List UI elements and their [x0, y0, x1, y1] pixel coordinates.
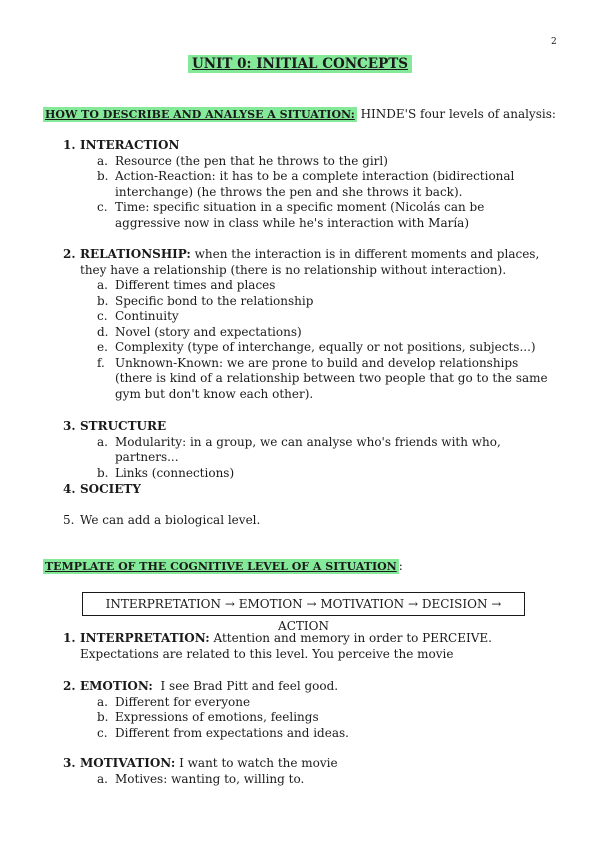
list-item-label: INTERACTION [80, 138, 180, 152]
sub-item: f. Unknown-Known: we are prone to build and develop relationships (there is kind of a relationship between two people that go to the same gym but don't know each other). [97, 355, 548, 401]
list-item-interpretation [63, 631, 553, 662]
list-item-emotion [63, 679, 553, 741]
list-item-main [63, 756, 553, 772]
list-number: 4. [63, 482, 76, 496]
list-item-text: I see Brad Pitt and feel good. [152, 679, 339, 693]
section-heading-highlight: HOW TO DESCRIBE AND ANALYSE A SITUATION: [45, 108, 355, 121]
sub-item: b. Links (connections) [97, 465, 235, 480]
list-number: 1. [63, 138, 76, 152]
list-item-main [63, 631, 553, 662]
list-item-label: SOCIETY [80, 482, 141, 496]
list-item-text: Attention and memory in order to PERCEIVE. Expectations are related to this level. You perceive the movie [80, 631, 492, 661]
sub-item: b. Expressions of emotions, feelings [97, 710, 319, 724]
sub-item: c. Different from expectations and ideas. [97, 725, 349, 740]
section-heading-cognitive [43, 559, 403, 575]
page-number: 2 [551, 37, 557, 47]
list-item-main [63, 138, 553, 154]
list-item-interaction [63, 138, 553, 231]
list-item-text: We can add a biological level. [80, 513, 261, 527]
sub-item: a. Modularity: in a group, we can analyse who's friends with who, partners... [97, 434, 501, 464]
sub-item: c. Continuity [97, 309, 179, 323]
list-number: 1. [63, 631, 76, 645]
section-heading-rest: HINDE'S four levels of analysis: [356, 107, 556, 121]
list-item-main [63, 247, 553, 278]
sub-item: d. Novel (story and expectations) [97, 324, 302, 339]
list-item-label: EMOTION: [80, 679, 153, 693]
list-item-label: STRUCTURE [80, 419, 167, 433]
list-item-label: INTERPRETATION: [80, 631, 210, 645]
list-item-main [63, 513, 553, 529]
cognitive-flow-box: INTERPRETATION → EMOTION → MOTIVATION → DECISION → ACTION [82, 592, 525, 616]
list-item-main [63, 679, 553, 695]
list-item-label: RELATIONSHIP: [80, 247, 191, 261]
sub-item: b. Specific bond to the relationship [97, 293, 314, 308]
page-title-wrap [0, 57, 600, 73]
list-number: 3. [63, 419, 76, 433]
list-item-main [63, 482, 553, 498]
list-item-main [63, 419, 553, 435]
list-number: 5. [63, 513, 75, 527]
sub-item: a. Different times and places [97, 278, 276, 292]
section-heading-situation [43, 107, 556, 123]
sub-item: a. Different for everyone [97, 694, 251, 709]
list-item-text: when the interaction is in different moments and places, they have a relationship (there is no relationship without interaction). [80, 247, 540, 277]
sub-item: a. Resource (the pen that he throws to the girl) [97, 153, 388, 168]
sub-item: c. Time: specific situation in a specific moment (Nicolás can be aggressive now in class while he's interaction with María) [97, 200, 485, 230]
list-number: 2. [63, 247, 76, 261]
page-title: UNIT 0: INITIAL CONCEPTS [188, 55, 412, 73]
list-item-relationship [63, 247, 553, 402]
sub-item: b. Action-Reaction: it has to be a complete interaction (bidirectional interchange) (he throws the pen and she throws it back). [97, 169, 515, 199]
list-item-structure [63, 419, 553, 481]
sub-item: a. Motives: wanting to, willing to. [97, 771, 305, 786]
list-number: 2. [63, 679, 76, 693]
list-item-text: I want to watch the movie [175, 756, 338, 770]
list-item-biological [63, 513, 553, 529]
list-number: 3. [63, 756, 76, 770]
section-heading-highlight: TEMPLATE OF THE COGNITIVE LEVEL OF A SITUATION [45, 560, 397, 573]
list-item-label: MOTIVATION: [80, 756, 176, 770]
sub-item: e. Complexity (type of interchange, equally or not positions, subjects...) [97, 340, 536, 354]
list-item-motivation [63, 756, 553, 787]
list-item-society [63, 482, 553, 498]
section-heading-rest: : [398, 559, 403, 573]
